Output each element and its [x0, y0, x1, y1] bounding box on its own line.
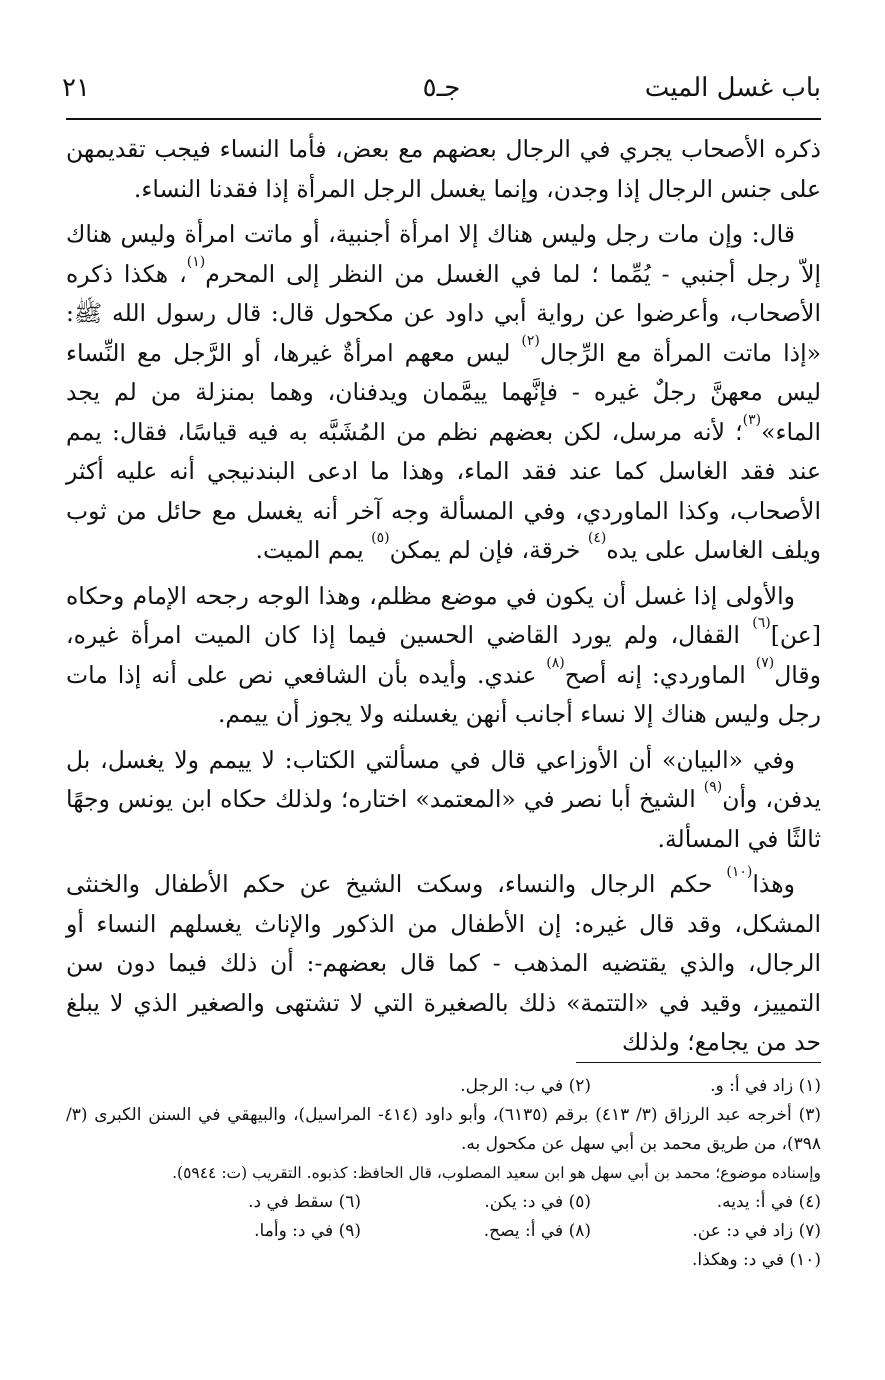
- footnote-3: (٣) أخرجه عبد الرزاق (٣/ ٤١٣) برقم (٦١٣٥)، وأبو داود (٤١٤- المراسيل)، والبيهقي في السنن الكبرى (٣/ ٣٩٨)، من طريق محمد بن أبي سهل عن مكحول به.: [66, 1105, 821, 1154]
- paragraph-1: ذكره الأصحاب يجري في الرجال بعضهم مع بعض، فأما النساء فيجب تقديمهن على جنس الرجال إذا وجدن، وإنما يغسل الرجل المرأة إذا فقدنا النساء.: [66, 135, 821, 203]
- paragraph-2: [66, 215, 821, 571]
- footnote-ref-2[interactable]: (٢): [521, 332, 540, 349]
- text-run: الشيخ أبا نصر في «المعتمد» اختاره؛ ولذلك حكاه ابن يونس وجهًا ثالثًا في المسألة.: [66, 785, 821, 853]
- footnote-ref-5[interactable]: (٥): [371, 530, 390, 546]
- text-run: ؛ لأنه مرسل، لكن بعضهم نظم من المُشَبَّه به فيه قياسًا، فقال: يمم عند فقد الغاسل كما عند فقد الماء، وهذا ما ادعى البندنيجي أنه عليه أكثر الأصحاب، وكذا الماوردي، وفي المسألة وجه آخر أنه يغسل مع حائل من ثوب ويلف الغاسل على يده: [66, 417, 821, 564]
- text-run: حكم الرجال والنساء، وسكت الشيخ عن حكم الأطفال والخنثى المشكل، وقد قال غيره: إن الأطفال من الذكور والإناث يغسلهم النساء أو الرجال، والذي يقتضيه المذهب - كما قال بعضهم-: أن ذلك فيما دون سن التمييز، وقيد في «التتمة» ذلك بالصغيرة التي لا تشتهى والصغير الذي لا يبلغ حد من يجامع؛ ولذلك: [66, 870, 821, 1056]
- text-run: وفي «البيان» أن الأوزاعي قال في مسألتي الكتاب: لا ييمم ولا يغسل، بل يدفن، وأن: [66, 745, 821, 813]
- footnote-ref-10[interactable]: (١٠): [726, 864, 753, 880]
- text-run: ، هكذا ذكره الأصحاب، وأعرضوا عن رواية أبي داود عن مكحول قال: قال رسول الله ﷺ: «إذا ماتت المرأة مع الرِّجال: [66, 259, 821, 367]
- footnote-row: [66, 1072, 821, 1101]
- text-run: خرقة، فإن لم يمكن: [389, 536, 588, 564]
- footnote-ref-8[interactable]: (٨): [546, 654, 565, 671]
- footnote-9: (٩) في د: وأما.: [254, 1221, 361, 1241]
- footnote-8: (٨) في أ: يصح.: [483, 1221, 591, 1241]
- footnote-6: (٦) سقط في د.: [248, 1192, 361, 1212]
- text-run: والأولى إذا غسل أن يكون في موضع مظلم، وهذا الوجه رجحه الإمام وحكاه [عن]: [66, 581, 821, 649]
- running-header: [62, 68, 821, 108]
- chapter-title: باب غسل الميت: [644, 73, 821, 103]
- paragraph-5: [66, 865, 821, 1063]
- footnote-3-note: وإسناده موضوع؛ محمد بن أبي سهل هو ابن سعيد المصلوب، قال الحافظ: كذبوه. التقريب (ت: ٥٩٤٤).: [172, 1164, 821, 1182]
- text-run: القفال، ولم يورد القاضي الحسين فيما إذا كان الميت امرأة غيره، وقال: [66, 621, 822, 689]
- footnote-2: (٢) في ب: الرجل.: [460, 1076, 591, 1096]
- text-run: يمم الميت.: [255, 536, 372, 564]
- text-run: ليس معهم امرأةٌ غيرها، أو الرَّجل مع النِّساء ليس معهنَّ رجلٌ غيره - فإنَّهما ييمَّمان ويدفنان، وهما بمنزلة من لم يجد الماء»: [66, 338, 821, 446]
- footnote-7: (٧) زاد في د: عن.: [692, 1221, 821, 1241]
- volume-label: جـ٥: [422, 73, 461, 103]
- footnote-rule: [576, 1062, 821, 1063]
- text-run: وهذا: [752, 870, 795, 898]
- footnote-row: [66, 1246, 821, 1275]
- footnote-10: (١٠) في د: وهكذا.: [692, 1250, 821, 1270]
- footnote-4: (٤) في أ: يديه.: [716, 1192, 821, 1212]
- footnote-row: [66, 1217, 821, 1246]
- footnote-ref-6[interactable]: (٦): [752, 615, 771, 631]
- footnotes: [66, 1072, 821, 1275]
- header-rule: [66, 118, 821, 120]
- page-number: ٢١: [62, 73, 90, 103]
- footnote-ref-7[interactable]: (٧): [755, 654, 775, 671]
- footnote-ref-1[interactable]: (١): [186, 253, 206, 270]
- footnote-ref-3[interactable]: (٣): [742, 411, 762, 428]
- footnote-ref-9[interactable]: (٩): [703, 779, 723, 795]
- text-run: الماوردي: إنه أصح: [564, 660, 756, 689]
- footnote-5: (٥) في د: يكن.: [484, 1192, 591, 1212]
- paragraph-3: [66, 577, 821, 735]
- footnote-row: [66, 1188, 821, 1217]
- text-run: عندي. وأيده بأن الشافعي نص على أنه إذا مات رجل وليس هناك إلا نساء أجانب أنهن يغسلنه ولا يجوز أن ييمم.: [66, 660, 821, 728]
- text-run: قال: وإن مات رجل وليس هناك إلا امرأة أجنبية، أو ماتت امرأة وليس هناك إلاّ رجل أجنبي - يُمِّما ؛ لما في الغسل من النظر إلى المحرم: [66, 220, 821, 288]
- main-text: [66, 130, 821, 1063]
- footnote-1: (١) زاد في أ: و.: [710, 1076, 821, 1096]
- footnote-ref-4[interactable]: (٤): [587, 530, 607, 546]
- paragraph-4: [66, 741, 821, 860]
